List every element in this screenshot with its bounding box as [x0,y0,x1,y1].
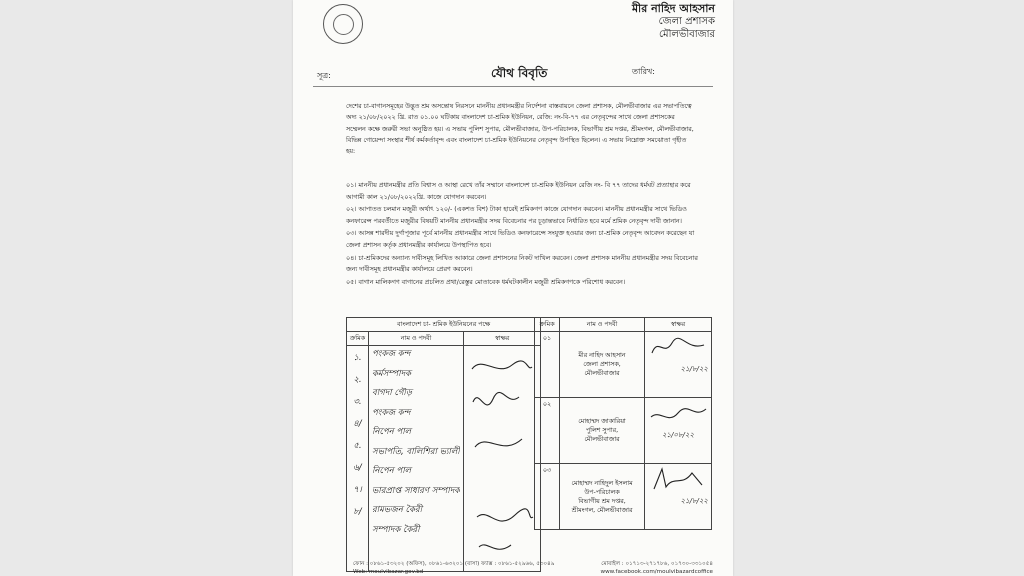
handwritten-name: ভারপ্রাপ্ত সাধারণ সম্পাদক [371,485,461,496]
official-signature [648,465,708,493]
handwritten-name: রামভজন কৈরী [371,505,423,515]
serial-number: ৮/ [353,507,362,517]
serial-number: ৩. [353,397,362,407]
reference-label: সূত্র: [317,71,331,80]
agreement-item: ০২। আপাতত চলমান মজুরী অর্থাৎ ১২০/- (একশত বিশ) টাকা হারেই শ্রমিকগণ কাজে যোগদান করবেন। মাননীয় প্রধানমন্ত্রীর সাথে ভিডিও কনফারেন্স পরবর্তীতে মজুরীর বিষয়টি মাননীয় প্রধানমন্ত্রীর সদয় বিবেচনার পর চূড়ান্তভাবে নির্ধারিত হবে মর্মে শ্রমিক নেতৃবৃন্দ দাবী জানান। [346,206,687,225]
column-header: নাম ও পদবী [368,332,463,346]
union-signatures [467,347,537,567]
serial-number: ০৩ [535,464,560,530]
footer-mobile: মোবাইল : ০১৭১৩-২৭১৭৮৬, ০১৭৩০-৩৩১০৫৪ [601,561,713,567]
footer-contact [353,560,713,568]
footer-facebook: www.facebook.com/moulvibazardcoffice [600,569,713,575]
date-label: তারিখ: [632,67,655,76]
union-signatories-table [346,317,541,572]
serial-number: ৪/ [353,419,362,429]
official-title: পুলিশ সুপার, [585,427,619,434]
header-divider [313,86,713,87]
agreement-item: ০৩। আসন্ন শারদীয় দুর্গাপূজার পূর্বে মাননীয় প্রধানমন্ত্রীর সাথে ভিডিও কনফারেন্সে সংযুক্ত হওয়ার জন্য চা-শ্রমিক নেতৃবৃন্দ আবেদন করেছেন যা জেলা প্রশাসন কর্তৃক প্রধানমন্ত্রীর কার্যালয়ে উপস্থাপিত হবে। [346,230,695,249]
handwritten-name: বাগদা গৌড় [371,388,412,398]
handwritten-name: সম্পাদক কৈরী [371,524,420,535]
footer-web [353,568,713,576]
official-name: মোহাম্মদ নাহিদুল ইসলাম [571,479,633,487]
serial-number: ৫. [353,441,362,451]
official-cell [560,398,645,464]
signature-cell [645,464,712,530]
footer-website: Web: moulvibazar.gov.bd [353,569,424,575]
letterhead [632,2,715,41]
officer-district: মৌলভীবাজার [658,29,715,40]
agreement-item: ০১। মাননীয় প্রধানমন্ত্রীর প্রতি বিশ্বাস ও আস্থা রেখে তাঁর সম্মানে বাংলাদেশ চা-শ্রমিক ইউনিয়ন রেজি নং- বি ৭৭ তাদের ধর্মঘট প্রত্যাহার করে আগামী কাল ২১/০৮/২০২২খ্রি. কাজে যোগদান করবেন। [346,182,691,201]
signature-cell [645,332,712,398]
officer-name: মীর নাহিদ আহসান [631,2,715,15]
signature-column [464,346,541,572]
handwritten-name: নিপেন পাল [371,427,412,437]
official-cell [560,464,645,530]
official-place: বিভাগীয় শ্রম দপ্তর, [578,497,626,505]
column-header: স্বাক্ষর [645,318,712,332]
signing-date: ২১/৮/২২ [680,365,708,373]
official-place: মৌলভীবাজার [584,436,620,443]
official-place: মৌলভীবাজার [584,370,620,377]
column-header: ক্রমিক [347,332,369,346]
government-seal-icon [323,4,363,44]
serial-number: ১. [353,353,362,363]
handwritten-name: সভাপতি, বালিশিরা ভ্যালী [371,446,460,457]
agreement-list [346,180,698,289]
official-cell [560,332,645,398]
column-header: ক্রমিক [535,318,560,332]
table-section-title: বাংলাদেশ চা- শ্রমিক ইউনিয়নের পক্ষে [347,318,541,332]
serial-number: ৬/ [353,463,362,473]
intro-paragraph: দেশের চা-বাগানসমূহের উদ্ভূত শ্রম অসন্তোষ নিরসনে মাননীয় প্রধানমন্ত্রীর নির্দেশনা বাস্তবায়নে জেলা প্রশাসক, মৌলভীবাজার এর সভাপতিত্বে অদ্য ২১/০৮/২০২২ খ্রি. রাত ০১.০০ ঘটিকায় বাংলাদেশ চা-শ্রমিক ইউনিয়ন, রেজি: নং-বি-৭৭ এর নেতৃবৃন্দের সাথে জেলা প্রশাসকের সম্মেলন কক্ষে জরুরী সভা অনুষ্ঠিত হয়। এ সভায় পুলিশ সুপার, মৌলভীবাজার, উপ-পরিচালক, বিভাগীয় শ্রম দপ্তর, শ্রীমংগল, মৌলভীবাজার, বিভিন্ন গোয়েন্দা সংস্থার শীর্ষ কর্মকর্তাবৃন্দ এবং বাংলাদেশ চা-শ্রমিক ইউনিয়নের নেতৃবৃন্দ উপস্থিত ছিলেন। এ সভায় নিম্নোক্ত সমঝোতা গৃহীত হয়: [346,103,694,156]
official-signature [648,333,708,361]
official-title: জেলা প্রশাসক, [583,361,621,368]
footer-phone: ফোন : ০৮৬১-৫৩২০২ (অফিস), ০৮৬১-৬৩২০১ (বাসা) ফ্যাক্স : ০৮৬১-৫২৯৬৬, ৫৩০৪৯ [353,561,555,567]
handwritten-name: পংকজ কন্দ [371,407,411,418]
serial-number: ৭। [353,485,362,495]
agreement-item: ০৫। বাগান মালিকগণ বাগানের প্রচলিত প্রথা/রেস্তুর মোতাবেক ধর্মঘটকালীন মজুরী শ্রমিকগণকে পরিশোধ করবেন। [346,278,626,286]
official-name: মীর নাহিদ আহসান [578,352,626,359]
column-header: স্বাক্ষর [464,332,541,346]
serial-number: ০১ [535,332,560,398]
column-header: নাম ও পদবী [560,318,645,332]
table-row [535,398,712,464]
officials-signatories-table [534,317,712,530]
table-row [535,332,712,398]
signing-date: ২১/০৮/২২ [661,431,694,439]
name-column [368,346,463,572]
official-name: মোহাম্মদ জাকারিয়া [578,418,626,425]
serial-number: ২. [353,375,362,385]
handwritten-name: পংকজ কন্দ [371,349,411,359]
officer-designation: জেলা প্রশাসক [658,16,715,27]
signature-cell [645,398,712,464]
handwritten-name: কর্মসম্পাদক [371,368,411,379]
official-title: উপ-পরিচালক [584,488,620,496]
table-row [535,464,712,530]
document-page [293,0,733,576]
handwritten-name: নিপেন পাল [371,466,412,476]
signing-date: ২১/৮/২২ [680,497,708,505]
official-signature [648,399,708,427]
serial-column [347,346,369,572]
official-place: শ্রীমংগল, মৌলভীবাজার [571,506,633,514]
document-title: যৌথ বিবৃতি [487,65,551,87]
serial-number: ০২ [535,398,560,464]
agreement-item: ০৪। চা-শ্রমিকদের অন্যান্য দাবীসমূহ লিখিত আকারে জেলা প্রশাসনের নিকট দাখিল করবেন। জেলা প্রশাসক মাননীয় প্রধানমন্ত্রীর সদয় বিবেচনার জন্য দাবীসমূহ প্রধানমন্ত্রীর কার্যালয়ে প্রেরণ করবেন। [346,254,698,274]
